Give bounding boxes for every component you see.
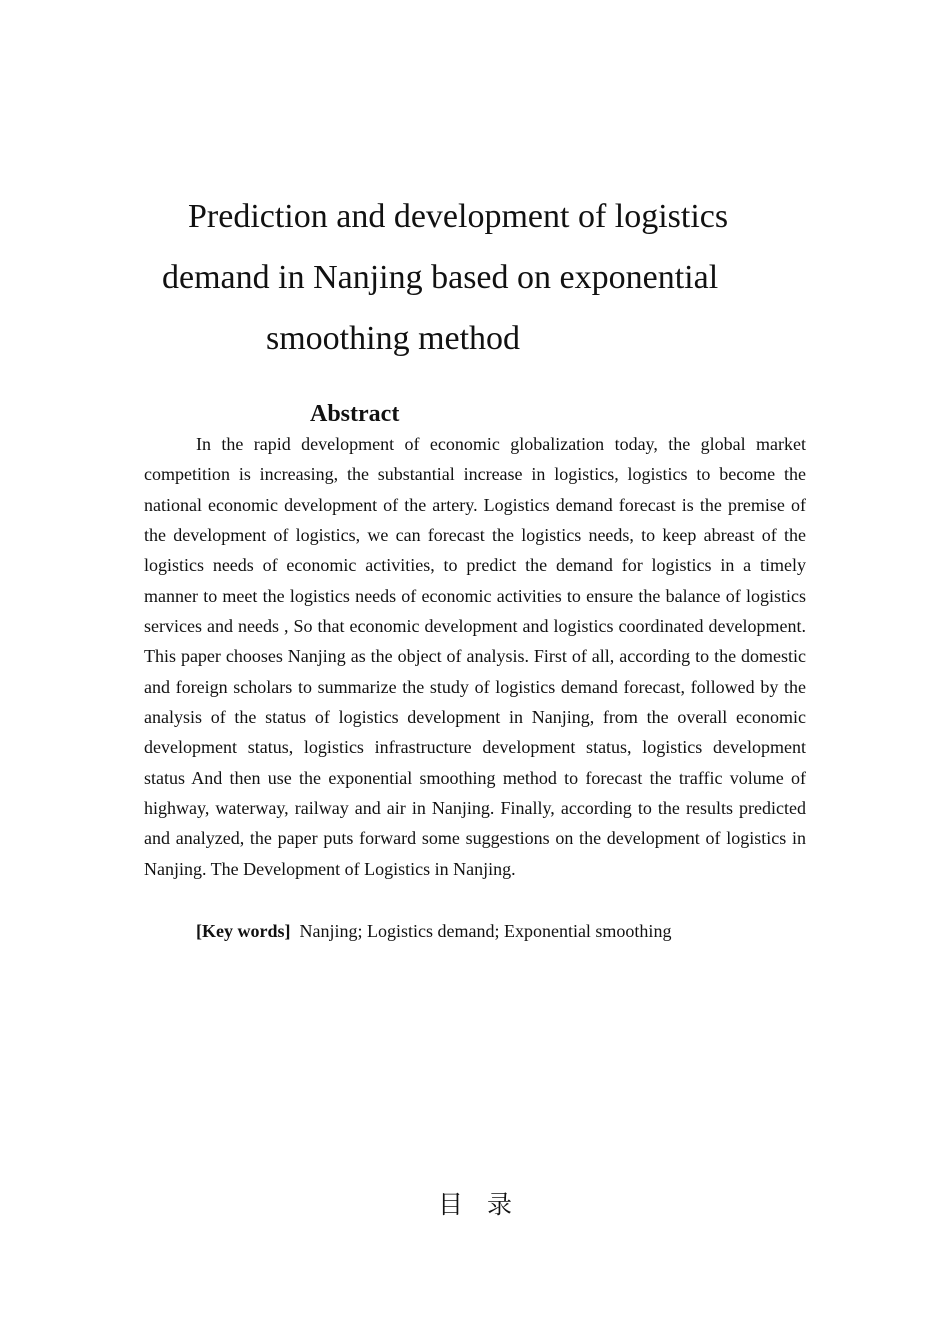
keywords-value: Nanjing; Logistics demand; Exponential smoothing [299,921,672,941]
paper-title-line-2: demand in Nanjing based on exponential [162,259,719,296]
abstract-heading: Abstract [310,401,400,427]
keywords-line [196,916,671,946]
keywords-label: [Key words] [196,921,291,941]
abstract-body: In the rapid development of economic globalization today, the global market competition is increasing, the substantial increase in logistics, logistics to become the national economic development of the artery. Logistics demand forecast is the premise of the development of logistics, we can forecast the logistics needs, to keep abreast of the logistics needs of economic activities, to predict the demand for logistics in a timely manner to meet the logistics needs of economic activities to ensure the balance of logistics services and needs , So that economic development and logistics coordinated development. This paper chooses Nanjing as the object of analysis. First of all, according to the domestic and foreign scholars to summarize the study of logistics demand forecast, followed by the analysis of the status of logistics development in Nanjing, from the overall economic development status, logistics infrastructure development status, logistics development status And then use the exponential smoothing method to forecast the traffic volume of highway, waterway, railway and air in Nanjing. Finally, according to the results predicted and analyzed, the paper puts forward some suggestions on the development of logistics in Nanjing. The Development of Logistics in Nanjing. [144,434,806,879]
table-of-contents-heading: 目录 [437,1190,536,1219]
paper-title-line-3: smoothing method [266,320,521,357]
paper-title-line-1: Prediction and development of logistics [188,198,729,235]
